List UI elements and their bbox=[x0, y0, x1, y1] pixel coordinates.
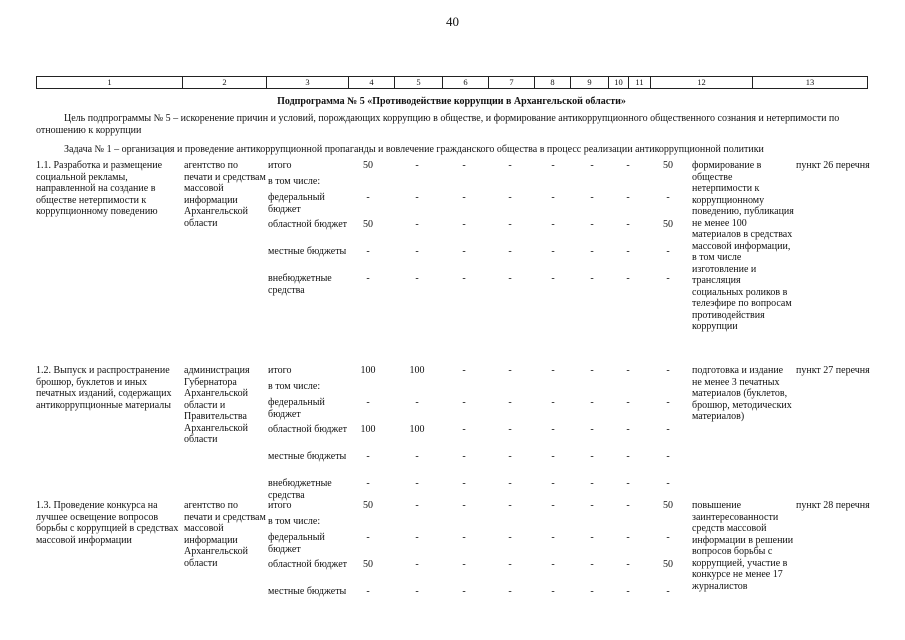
funding-source-label: федеральный бюджет bbox=[268, 397, 325, 420]
funding-source-label: местные бюджеты bbox=[268, 246, 347, 257]
funding-value: - bbox=[462, 424, 466, 435]
measure-name: 1.3. Проведение конкурса на лучшее освещение вопросов борьбы с коррупцией в средствах массовой информации bbox=[36, 500, 179, 546]
funding-value: - bbox=[508, 397, 512, 408]
funding-value: 100 bbox=[360, 424, 376, 435]
funding-value: - bbox=[590, 365, 594, 376]
column-number-3: 3 bbox=[267, 77, 349, 89]
funding-value: - bbox=[590, 273, 594, 284]
funding-value: - bbox=[462, 559, 466, 570]
funding-source-label: внебюджетные средства bbox=[268, 273, 332, 296]
column-number-13: 13 bbox=[753, 77, 868, 89]
funding-value: - bbox=[366, 586, 370, 597]
column-number-1: 1 bbox=[37, 77, 183, 89]
funding-value: - bbox=[626, 451, 630, 462]
funding-value: - bbox=[590, 451, 594, 462]
measure-reference: пункт 27 перечня bbox=[796, 365, 870, 376]
funding-source-label: в том числе: bbox=[268, 381, 321, 392]
funding-value: - bbox=[508, 192, 512, 203]
funding-value: - bbox=[551, 478, 555, 489]
funding-value: - bbox=[462, 246, 466, 257]
funding-value: - bbox=[626, 246, 630, 257]
column-number-12: 12 bbox=[651, 77, 753, 89]
funding-value: - bbox=[551, 559, 555, 570]
funding-value: - bbox=[415, 246, 419, 257]
funding-source-label: областной бюджет bbox=[268, 559, 348, 570]
funding-value: - bbox=[666, 273, 670, 284]
measure-executor: агентство по печати и средствам массовой информации Архангельской области bbox=[184, 160, 266, 229]
funding-value: - bbox=[462, 478, 466, 489]
funding-value: - bbox=[366, 273, 370, 284]
measure-result: повышение заинтересованности средств массовой информации в решении вопросов борьбы с коррупцией, участие в конкурсе не менее 17 журналистов bbox=[692, 500, 794, 592]
funding-source-label: итого bbox=[268, 365, 292, 376]
funding-value: - bbox=[508, 365, 512, 376]
funding-value: - bbox=[626, 559, 630, 570]
column-number-8: 8 bbox=[535, 77, 571, 89]
funding-value: - bbox=[366, 478, 370, 489]
funding-value: 50 bbox=[663, 500, 673, 511]
funding-value: - bbox=[415, 559, 419, 570]
funding-value: - bbox=[462, 500, 466, 511]
subprogram-title: Подпрограмма № 5 «Противодействие коррупции в Архангельской области» bbox=[277, 96, 626, 107]
funding-value: - bbox=[415, 532, 419, 543]
funding-value: - bbox=[666, 532, 670, 543]
funding-value: 100 bbox=[409, 365, 425, 376]
column-number-5: 5 bbox=[395, 77, 443, 89]
funding-value: - bbox=[551, 219, 555, 230]
funding-value: - bbox=[626, 160, 630, 171]
funding-value: - bbox=[415, 273, 419, 284]
funding-value: - bbox=[366, 246, 370, 257]
funding-source-label: в том числе: bbox=[268, 516, 321, 527]
funding-value: - bbox=[666, 478, 670, 489]
funding-value: - bbox=[462, 192, 466, 203]
funding-value: - bbox=[551, 192, 555, 203]
funding-value: - bbox=[415, 397, 419, 408]
measure-executor: агентство по печати и средствам массовой информации Архангельской области bbox=[184, 500, 266, 569]
measure-name: 1.2. Выпуск и распространение брошюр, буклетов и иных печатных изданий, содержащих антикоррупционные материалы bbox=[36, 365, 172, 411]
column-number-9: 9 bbox=[571, 77, 609, 89]
funding-source-label: областной бюджет bbox=[268, 424, 348, 435]
funding-value: - bbox=[626, 397, 630, 408]
column-number-4: 4 bbox=[349, 77, 395, 89]
funding-value: - bbox=[626, 424, 630, 435]
funding-value: - bbox=[462, 273, 466, 284]
funding-value: - bbox=[590, 160, 594, 171]
funding-source-label: внебюджетные средства bbox=[268, 478, 332, 501]
funding-value: - bbox=[626, 532, 630, 543]
column-number-6: 6 bbox=[443, 77, 489, 89]
funding-value: - bbox=[590, 219, 594, 230]
funding-value: - bbox=[366, 192, 370, 203]
funding-value: - bbox=[415, 219, 419, 230]
column-number-2: 2 bbox=[183, 77, 267, 89]
funding-value: - bbox=[366, 397, 370, 408]
funding-value: - bbox=[666, 397, 670, 408]
task-heading: Задача № 1 – организация и проведение антикоррупционной пропаганды и вовлечение гражданского общества в процесс реализации антикоррупционной политики bbox=[64, 144, 764, 155]
funding-value: - bbox=[462, 586, 466, 597]
funding-value: - bbox=[590, 559, 594, 570]
funding-value: - bbox=[462, 365, 466, 376]
funding-value: - bbox=[551, 500, 555, 511]
funding-value: - bbox=[415, 500, 419, 511]
funding-value: - bbox=[590, 246, 594, 257]
funding-value: 50 bbox=[363, 160, 373, 171]
funding-value: - bbox=[590, 500, 594, 511]
funding-value: - bbox=[626, 586, 630, 597]
funding-value: - bbox=[626, 273, 630, 284]
funding-value: - bbox=[551, 160, 555, 171]
funding-value: - bbox=[508, 424, 512, 435]
column-number-10: 10 bbox=[609, 77, 629, 89]
measure-result: подготовка и издание не менее 3 печатных материалов (буклетов, брошюр, методических материалов) bbox=[692, 365, 792, 422]
funding-value: 50 bbox=[663, 219, 673, 230]
funding-value: - bbox=[508, 478, 512, 489]
funding-value: - bbox=[626, 478, 630, 489]
funding-value: - bbox=[508, 219, 512, 230]
funding-source-label: местные бюджеты bbox=[268, 586, 347, 597]
measure-reference: пункт 28 перечня bbox=[796, 500, 870, 511]
funding-source-label: итого bbox=[268, 160, 292, 171]
measure-name: 1.1. Разработка и размещение социальной рекламы, направленной на создание в обществе нетерпимости к коррупционному поведению bbox=[36, 160, 163, 217]
funding-value: - bbox=[508, 532, 512, 543]
funding-value: 50 bbox=[663, 160, 673, 171]
funding-value: - bbox=[462, 160, 466, 171]
funding-source-label: в том числе: bbox=[268, 176, 321, 187]
measure-result: формирование в обществе нетерпимости к коррупционному поведению, публикация не менее 100 материалов в средствах массовой информации, в том числе изготовление и трансляция социальных роликов в телеэфире по вопросам противодействия коррупции bbox=[692, 160, 794, 332]
funding-value: - bbox=[508, 559, 512, 570]
funding-value: 50 bbox=[363, 219, 373, 230]
funding-value: - bbox=[590, 532, 594, 543]
funding-value: - bbox=[415, 586, 419, 597]
subprogram-goal: Цель подпрограммы № 5 – искоренение причин и условий, порождающих коррупцию в обществе, и формирование антикоррупционного общественного сознания и нетерпимости по отношению к коррупции bbox=[36, 113, 840, 136]
funding-value: - bbox=[666, 586, 670, 597]
funding-value: - bbox=[666, 246, 670, 257]
page-number: 40 bbox=[446, 14, 459, 29]
funding-value: - bbox=[626, 365, 630, 376]
funding-value: - bbox=[415, 160, 419, 171]
funding-value: - bbox=[551, 273, 555, 284]
measure-executor: администрация Губернатора Архангельской области и Правительства Архангельской области bbox=[184, 365, 250, 445]
funding-value: - bbox=[508, 500, 512, 511]
funding-value: - bbox=[508, 273, 512, 284]
funding-value: - bbox=[626, 192, 630, 203]
funding-source-label: местные бюджеты bbox=[268, 451, 347, 462]
funding-value: - bbox=[551, 397, 555, 408]
funding-value: - bbox=[666, 192, 670, 203]
funding-value: - bbox=[415, 451, 419, 462]
funding-source-label: областной бюджет bbox=[268, 219, 348, 230]
funding-value: - bbox=[508, 451, 512, 462]
column-number-11: 11 bbox=[629, 77, 651, 89]
funding-value: - bbox=[626, 500, 630, 511]
funding-source-label: итого bbox=[268, 500, 292, 511]
funding-value: - bbox=[462, 219, 466, 230]
funding-value: - bbox=[551, 424, 555, 435]
funding-value: - bbox=[590, 397, 594, 408]
funding-value: - bbox=[508, 586, 512, 597]
column-number-7: 7 bbox=[489, 77, 535, 89]
funding-value: - bbox=[590, 586, 594, 597]
funding-value: - bbox=[666, 451, 670, 462]
funding-value: - bbox=[508, 160, 512, 171]
funding-value: - bbox=[666, 365, 670, 376]
funding-value: 100 bbox=[409, 424, 425, 435]
funding-value: - bbox=[551, 586, 555, 597]
funding-value: - bbox=[590, 478, 594, 489]
funding-value: - bbox=[462, 532, 466, 543]
funding-value: 100 bbox=[360, 365, 376, 376]
funding-value: 50 bbox=[363, 500, 373, 511]
funding-value: - bbox=[590, 424, 594, 435]
funding-value: - bbox=[626, 219, 630, 230]
funding-value: - bbox=[462, 397, 466, 408]
funding-value: 50 bbox=[363, 559, 373, 570]
funding-value: - bbox=[551, 451, 555, 462]
funding-source-label: федеральный бюджет bbox=[268, 532, 325, 555]
funding-value: - bbox=[551, 532, 555, 543]
funding-value: - bbox=[551, 246, 555, 257]
funding-value: - bbox=[366, 451, 370, 462]
funding-source-label: федеральный бюджет bbox=[268, 192, 325, 215]
funding-value: - bbox=[415, 192, 419, 203]
funding-value: - bbox=[508, 246, 512, 257]
column-number-header bbox=[36, 76, 868, 89]
funding-value: - bbox=[590, 192, 594, 203]
funding-value: - bbox=[551, 365, 555, 376]
funding-value: - bbox=[666, 424, 670, 435]
measure-reference: пункт 26 перечня bbox=[796, 160, 870, 171]
funding-value: - bbox=[415, 478, 419, 489]
funding-value: - bbox=[366, 532, 370, 543]
funding-value: - bbox=[462, 451, 466, 462]
funding-value: 50 bbox=[663, 559, 673, 570]
